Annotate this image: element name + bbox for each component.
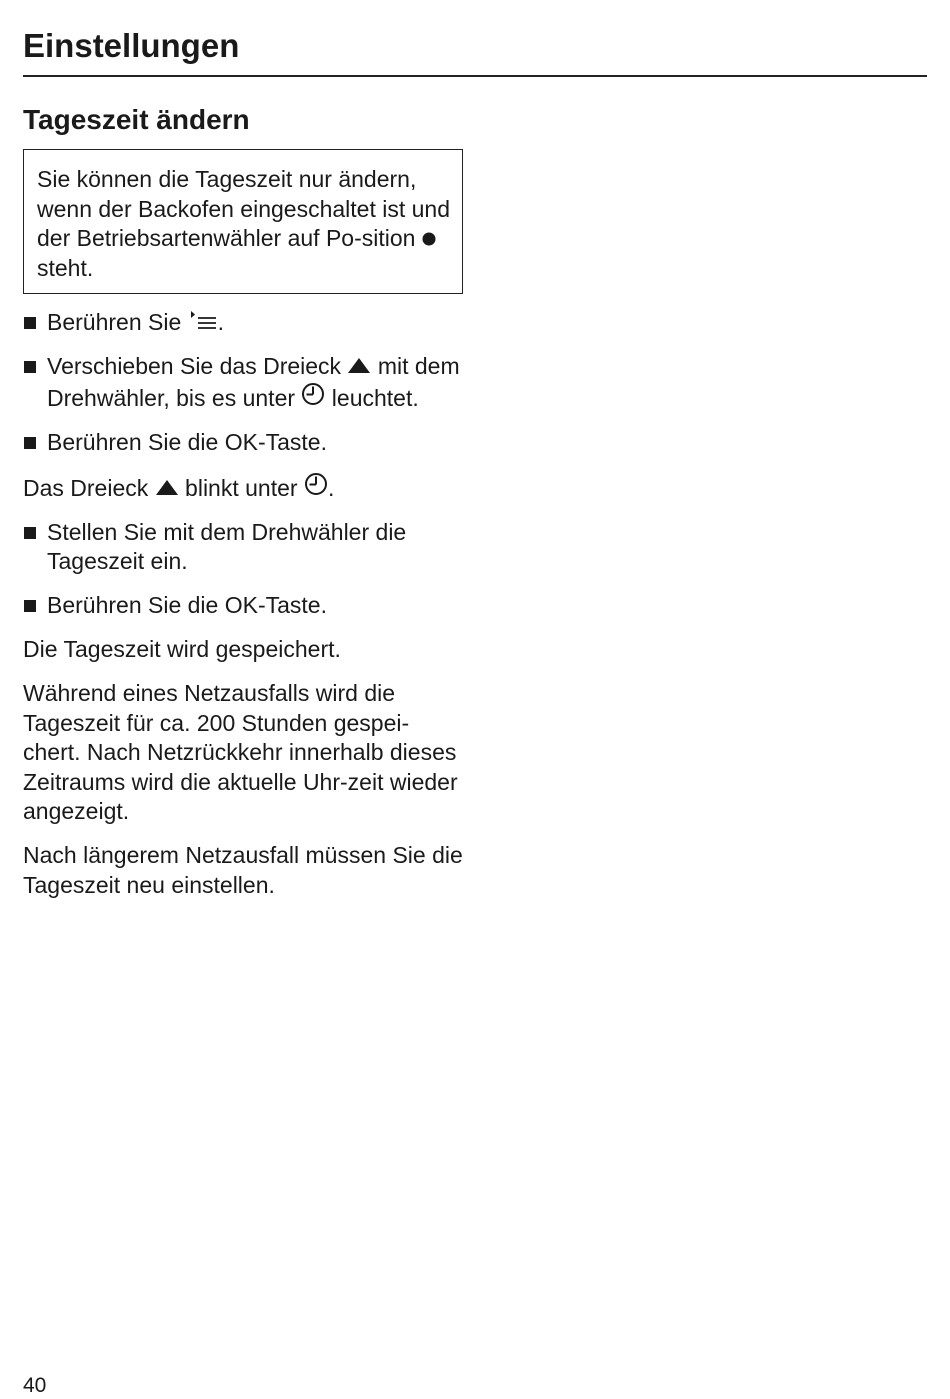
step-text: Berühren Sie die OK-Taste. — [47, 592, 327, 618]
page-number: 40 — [23, 1374, 47, 1397]
square-bullet-icon — [24, 600, 36, 612]
page-title: Einstellungen — [23, 27, 240, 64]
steps-list-1 — [23, 308, 463, 457]
step-item — [23, 308, 463, 338]
blink-paragraph — [23, 472, 463, 504]
clock-icon — [301, 382, 325, 406]
blink-text-middle: blinkt unter — [185, 474, 298, 501]
section-title: Tageszeit ändern — [23, 104, 250, 135]
step-text-end: . — [217, 309, 225, 335]
steps-list-2 — [23, 518, 463, 621]
step-text: Verschieben Sie das Dreieck — [47, 353, 342, 379]
square-bullet-icon — [24, 361, 36, 373]
blink-text-before: Das Dreieck — [23, 474, 149, 501]
square-bullet-icon — [24, 317, 36, 329]
saved-paragraph: Die Tageszeit wird gespeichert. — [23, 636, 341, 662]
step-text: Stellen Sie mit dem Drehwähler die Tageszeit ein. — [47, 518, 407, 574]
step-item — [23, 591, 463, 621]
step-item — [23, 428, 463, 458]
power-outage-paragraph: Während eines Netzausfalls wird die Tageszeit für ca. 200 Stunden gespei-chert. Nach Netzrückkehr innerhalb dieses Zeitraums wird die aktuelle Uhr-zeit wieder angezeigt. — [23, 680, 458, 824]
note-box — [23, 149, 463, 294]
step-text-middle: mit dem Drehwähler, bis es unter — [47, 353, 460, 411]
step-text: Berühren Sie — [47, 309, 182, 335]
title-divider — [23, 75, 927, 77]
clock-icon — [304, 472, 328, 496]
triangle-up-icon — [347, 357, 371, 374]
note-text-after: steht. — [37, 254, 94, 281]
step-item — [23, 352, 463, 413]
filled-circle-icon — [422, 232, 436, 246]
square-bullet-icon — [24, 437, 36, 449]
long-outage-paragraph: Nach längerem Netzausfall müssen Sie die Tageszeit neu einstellen. — [23, 842, 463, 898]
menu-icon — [188, 310, 218, 330]
blink-text-end: . — [327, 474, 335, 501]
note-text — [37, 165, 452, 283]
step-item — [23, 518, 463, 577]
square-bullet-icon — [24, 527, 36, 539]
triangle-up-icon — [155, 479, 179, 496]
main-content — [23, 100, 463, 915]
step-text: Berühren Sie die OK-Taste. — [47, 428, 327, 455]
step-text-end: leuchtet. — [331, 384, 419, 411]
note-text-before: Sie können die Tageszeit nur ändern, wenn der Backofen eingeschaltet ist und der Betriebsartenwähler auf Po-sition — [37, 166, 450, 251]
